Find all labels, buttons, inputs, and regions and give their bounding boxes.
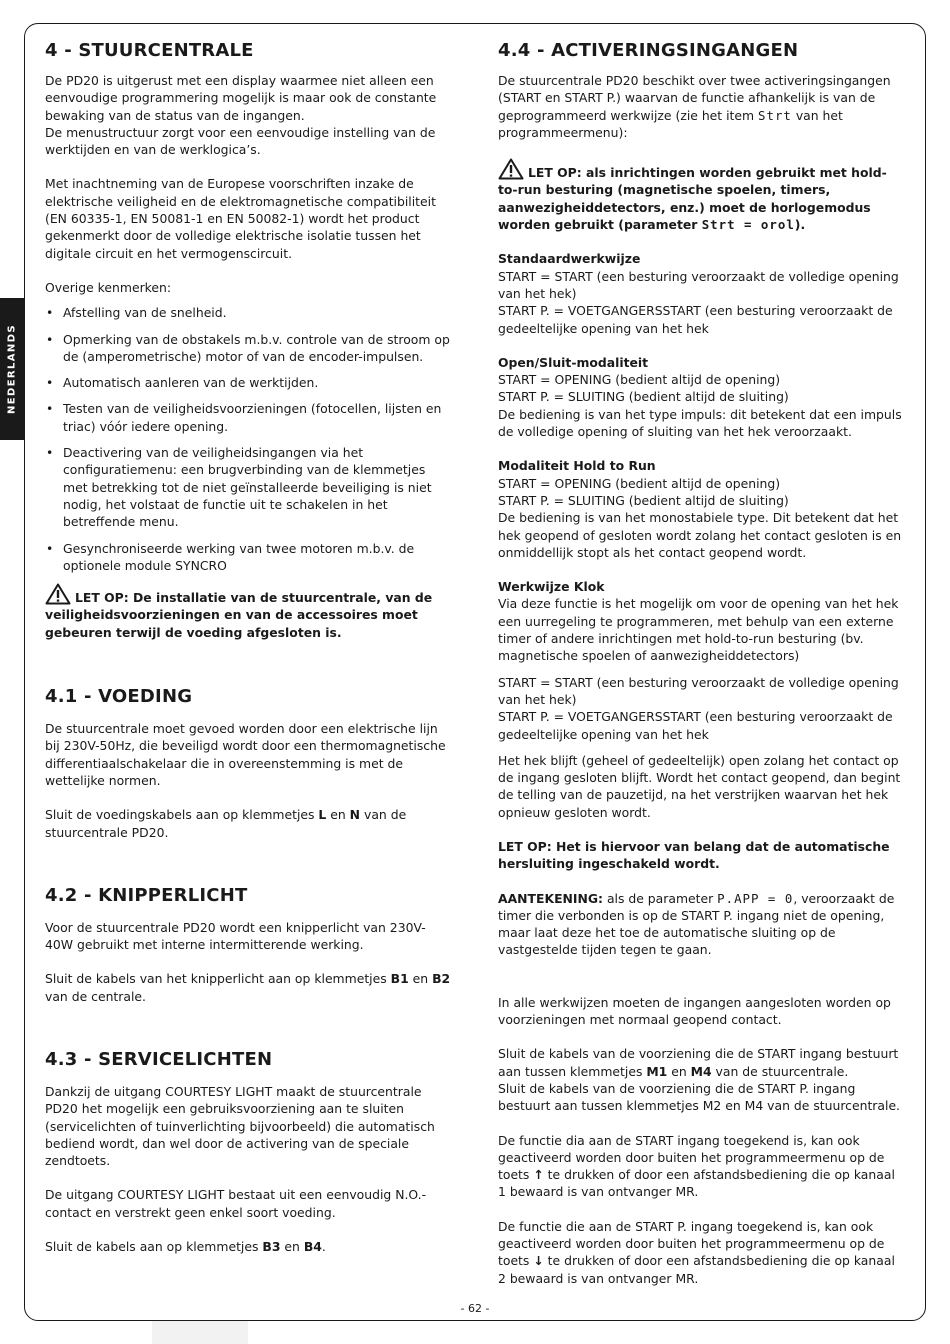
s4-warning	[45, 583, 451, 641]
arrow-up-icon: ↑	[533, 1167, 544, 1183]
list-item: • Afstelling van de snelheid.	[45, 304, 451, 321]
s41-p2: Sluit de voedingskabels aan op klemmetjes L en N van de stuurcentrale PD20.	[45, 807, 407, 840]
list-item: • Opmerking van de obstakels m.b.v. controle van de stroom op de (amperometrische) motor of van de encoder-impulsen.	[45, 331, 451, 366]
terminal-b3: B3	[262, 1239, 281, 1255]
wiring-start-p: Sluit de kabels van de voorziening die de START P. ingang bestuurt aan tussen klemmetjes M2 en M4 van de stuurcentrale.	[498, 1080, 900, 1114]
clock-mode-note: AANTEKENING: als de parameter P.APP = 0, veroorzaakt de timer die verbonden is op de START P. ingang niet de opening, maar laat deze het toe de automatische sluiting op de vastgestelde tijden tegen te gaan.	[498, 890, 895, 958]
warning-icon	[498, 158, 524, 180]
bottom-tab-decoration	[152, 1321, 248, 1344]
clock-mode-p3: Het hek blijft (geheel of gedeeltelijk) open zolang het contact op de ingang gesloten blijft. Wordt het contact geopend, dan begint de telling van de pauzetijd, na het verstrijken waarvan het hek opnieuw gesloten wordt.	[498, 752, 901, 820]
s42-p2: Sluit de kabels van het knipperlicht aan op klemmetjes B1 en B2 van de centrale.	[45, 971, 451, 1004]
right-column	[498, 38, 904, 1287]
lcd-code-strt-orol: Strt = orol	[701, 217, 795, 233]
s42-p1: Voor de stuurcentrale PD20 wordt een knipperlicht van 230V-40W gebruikt met interne intermitterende werking.	[45, 919, 426, 953]
func-start-remote: De functie dia aan de START ingang toegekend is, kan ook geactiveerd worden door buiten het programmeermenu op de toets ↑ te drukken of door een afstandsbediening die op kanaal 1 bewaard is van ontvanger MR.	[498, 1132, 895, 1200]
clock-mode-warning: LET OP: Het is hiervoor van belang dat de automatische hersluiting ingeschakeld wordt.	[498, 838, 890, 872]
arrow-down-icon: ↓	[533, 1253, 544, 1269]
language-tab-label: NEDERLANDS	[6, 323, 18, 415]
page-number: - 62 -	[460, 1302, 490, 1315]
terminal-n: N	[349, 807, 361, 823]
terminal-m4: M4	[690, 1063, 712, 1079]
s43-p1: Dankzij de uitgang COURTESY LIGHT maakt de stuurcentrale PD20 het mogelijk een gebruiksvoorziening aan te sluiten (servicelichten of tuinverlichting bijvoorbeeld) die automatisch bediend wordt, dan wel door de activering van de speciale zendtoets.	[45, 1083, 435, 1169]
section-4-1-title: 4.1 - VOEDING	[45, 686, 193, 708]
all-modes-note: In alle werkwijzen moeten de ingangen aangesloten worden op voorzieningen met normaal geopend contact.	[498, 994, 891, 1028]
lcd-code-papp: P.APP = 0	[717, 890, 794, 906]
list-item: • Testen van de veiligheidsvoorzieningen (fotocellen, lijsten en triac) vóór iedere opening.	[45, 400, 451, 435]
terminal-b2: B2	[432, 971, 451, 987]
terminal-m1: M1	[646, 1063, 668, 1079]
s43-p3: Sluit de kabels aan op klemmetjes B3 en B4.	[45, 1239, 326, 1255]
func-start-p-remote: De functie die aan de START P. ingang toegekend is, kan ook geactiveerd worden door buiten het programmeermenu op de toets ↓ te drukken of door een afstandsbediening die op kanaal 2 bewaard is van ontvanger MR.	[498, 1218, 895, 1286]
section-4-title: 4 - STUURCENTRALE	[45, 40, 254, 61]
s44-warning: LET OP: als inrichtingen worden gebruikt met hold-to-run besturing (magnetische spoelen, timers, aanwezigheiddetectors, enz.) moet de horlogemodus worden gebruikt (parameter Strt = orol).	[498, 158, 904, 233]
list-item: • Gesynchroniseerde werking van twee motoren m.b.v. de optionele module SYNCRO	[45, 540, 451, 575]
s4-intro-1b: De menustructuur zorgt voor een eenvoudige instelling van de werktijden en van de werklogica’s.	[45, 124, 436, 158]
list-item: • Automatisch aanleren van de werktijden.	[45, 374, 451, 391]
section-4-4-title: 4.4 - ACTIVERINGSINGANGEN	[498, 40, 799, 61]
open-close-mode-title: Open/Sluit-modaliteit	[498, 354, 649, 370]
open-close-line-2: START P. = SLUITING (bedient altijd de sluiting)	[498, 389, 789, 405]
left-column	[45, 38, 451, 1255]
terminal-b1: B1	[390, 971, 409, 987]
s4-warning-text: LET OP: De installatie van de stuurcentrale, van de veiligheidsvoorzieningen en van de accessoires moet gebeuren terwijl de voeding afgesloten is.	[45, 590, 433, 640]
lcd-code-strt: Strt	[758, 107, 792, 123]
section-4-2-title: 4.2 - KNIPPERLICHT	[45, 884, 248, 906]
clock-mode-p1: Via deze functie is het mogelijk om voor de opening van het hek een uurregeling te programmeren, met behulp van een externe timer of andere inrichtingen met hold-to-run besturing (bv. magnetische spoelen of aanwezigheiddetectors)	[498, 596, 899, 664]
warning-icon	[45, 583, 71, 605]
language-tab	[0, 298, 24, 440]
s4-intro-2: Met inachtneming van de Europese voorschriften inzake de elektrische veiligheid en de elektromagnetische compatibiliteit (EN 60335-1, EN 50081-1 en EN 50082-1) wordt het product gekenmerkt door de volledige elektrische isolatie tussen het digitale circuit en het vermogenscircuit.	[45, 176, 436, 261]
s4-features-list	[45, 304, 451, 574]
list-item: • Deactivering van de veiligheidsingangen via het configuratiemenu: een brugverbinding van de klemmetjes met betrekking tot de niet geïnstalleerde beveiliging is niet nodig, het volstaat de functie uit te schakelen in het betreffende menu.	[45, 444, 451, 530]
section-4-3-title: 4.3 - SERVICELICHTEN	[45, 1048, 273, 1070]
std-mode-title: Standaardwerkwijze	[498, 251, 641, 267]
clock-mode-p2b: START P. = VOETGANGERSSTART (een besturing veroorzaakt de gedeeltelijke opening van het hek	[498, 709, 893, 742]
clock-mode-p2a: START = START (een besturing veroorzaakt de volledige opening van het hek)	[498, 674, 899, 707]
hold-to-run-title: Modaliteit Hold to Run	[498, 458, 656, 474]
hold-to-run-line-1: START = OPENING (bedient altijd de opening)	[498, 475, 781, 491]
s41-p1: De stuurcentrale moet gevoed worden door een elektrische lijn bij 230V-50Hz, die beveiligd wordt door een thermomagnetische differentiaalschakelaar die in overeenstemming is met de wettelijke normen.	[45, 721, 446, 788]
terminal-b4: B4	[303, 1239, 322, 1255]
open-close-line-3: De bediening is van het type impuls: dit betekent dat een impuls de volledige opening of sluiting van het hek veroorzaakt.	[498, 406, 902, 440]
hold-to-run-line-3: De bediening is van het monostabiele type. Dit betekent dat het hek geopend of gesloten wordt zolang het contact gesloten is en onmiddellijk stopt als het contact geopend wordt.	[498, 510, 902, 560]
s43-p2: De uitgang COURTESY LIGHT bestaat uit een eenvoudig N.O.-contact en verstrekt geen enkel soort voeding.	[45, 1187, 427, 1220]
clock-mode-title: Werkwijze Klok	[498, 579, 605, 595]
s4-features-intro: Overige kenmerken:	[45, 279, 172, 295]
terminal-l: L	[318, 807, 327, 823]
wiring-start: Sluit de kabels van de voorziening die de START ingang bestuurt aan tussen klemmetjes M1 en M4 van de stuurcentrale.	[498, 1046, 899, 1079]
std-mode-line-1: START = START (een besturing veroorzaakt de volledige opening van het hek)	[498, 268, 899, 301]
s4-intro-1a: De PD20 is uitgerust met een display waarmee niet alleen een eenvoudige programmering mogelijk is maar ook de constante bewaking van de status van de ingangen.	[45, 73, 437, 123]
std-mode-line-2: START P. = VOETGANGERSSTART (een besturing veroorzaakt de gedeeltelijke opening van het hek	[498, 303, 893, 336]
hold-to-run-line-2: START P. = SLUITING (bedient altijd de sluiting)	[498, 492, 789, 508]
s44-intro: De stuurcentrale PD20 beschikt over twee activeringsingangen (START en START P.) waarvan de functie afhankelijk is van de geprogrammeerd werkwijze (zie het item Strt van het programmeermenu):	[498, 73, 891, 140]
open-close-line-1: START = OPENING (bedient altijd de opening)	[498, 372, 781, 388]
